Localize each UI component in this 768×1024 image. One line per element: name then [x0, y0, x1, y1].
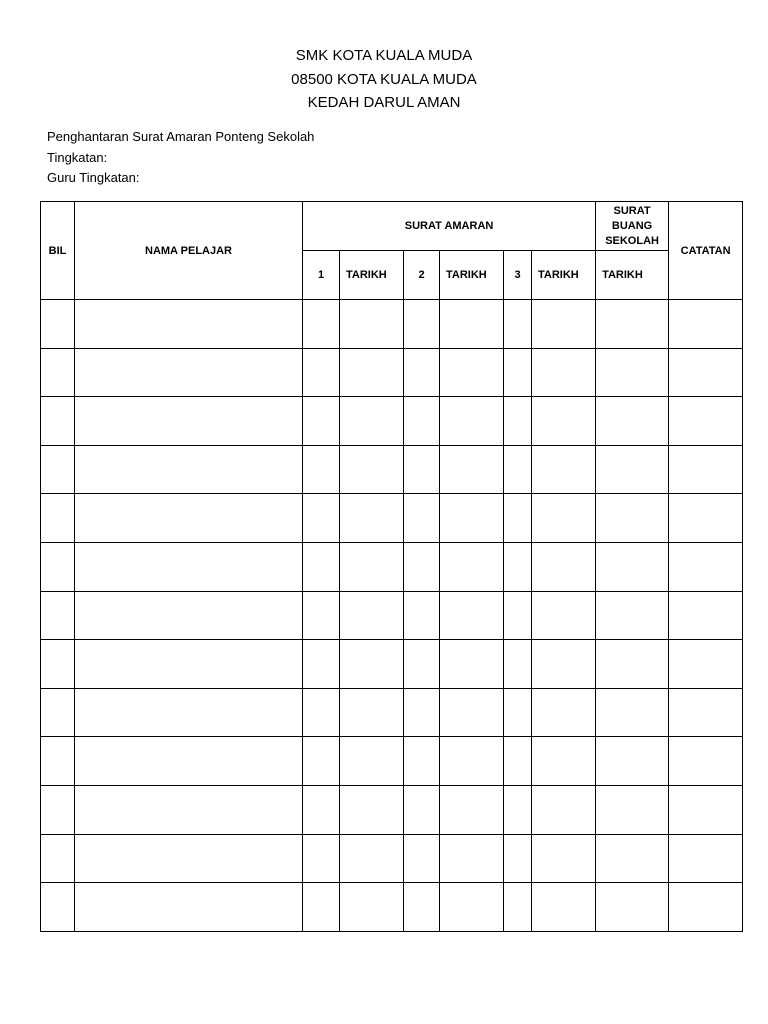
cell-warning-2[interactable] [404, 785, 440, 834]
cell-nama-pelajar[interactable] [75, 883, 303, 932]
cell-warning-3[interactable] [504, 688, 532, 737]
cell-tarikh-2[interactable] [440, 348, 504, 397]
cell-catatan[interactable] [669, 785, 743, 834]
header-buang-word: BUANG [611, 219, 653, 232]
cell-tarikh-3[interactable] [532, 737, 596, 786]
cell-catatan[interactable] [669, 542, 743, 591]
header-bil: BIL [41, 202, 75, 300]
header-surat-word: SURAT [613, 204, 651, 217]
cell-tarikh-buang[interactable] [596, 640, 669, 689]
cell-tarikh-buang[interactable] [596, 785, 669, 834]
cell-nama-pelajar[interactable] [75, 348, 303, 397]
cell-nama-pelajar[interactable] [75, 445, 303, 494]
cell-warning-2[interactable] [404, 348, 440, 397]
cell-nama-pelajar[interactable] [75, 640, 303, 689]
cell-tarikh-2[interactable] [440, 883, 504, 932]
header-surat-amaran: SURAT AMARAN [303, 202, 596, 251]
cell-tarikh-1[interactable] [340, 737, 404, 786]
cell-warning-2[interactable] [404, 300, 440, 349]
table-row [41, 542, 743, 591]
cell-nama-pelajar[interactable] [75, 834, 303, 883]
cell-bil[interactable] [41, 883, 75, 932]
cell-nama-pelajar[interactable] [75, 688, 303, 737]
cell-tarikh-1[interactable] [340, 445, 404, 494]
cell-warning-1[interactable] [303, 445, 340, 494]
school-name: SMK KOTA KUALA MUDA [295, 47, 473, 64]
cell-tarikh-1[interactable] [340, 591, 404, 640]
cell-warning-3[interactable] [504, 883, 532, 932]
cell-nama-pelajar[interactable] [75, 397, 303, 446]
cell-warning-3[interactable] [504, 494, 532, 543]
cell-nama-pelajar[interactable] [75, 494, 303, 543]
header-sekolah-word: SEKOLAH [605, 234, 659, 247]
cell-tarikh-buang[interactable] [596, 397, 669, 446]
cell-tarikh-1[interactable] [340, 348, 404, 397]
cell-tarikh-1[interactable] [340, 300, 404, 349]
cell-tarikh-3[interactable] [532, 640, 596, 689]
header-nama-pelajar: NAMA PELAJAR [75, 202, 303, 300]
cell-tarikh-buang[interactable] [596, 834, 669, 883]
cell-warning-3[interactable] [504, 737, 532, 786]
cell-tarikh-2[interactable] [440, 445, 504, 494]
cell-tarikh-2[interactable] [440, 591, 504, 640]
cell-warning-1[interactable] [303, 737, 340, 786]
cell-tarikh-2[interactable] [440, 397, 504, 446]
cell-warning-3[interactable] [504, 640, 532, 689]
cell-tarikh-3[interactable] [532, 883, 596, 932]
cell-warning-3[interactable] [504, 397, 532, 446]
cell-bil[interactable] [41, 445, 75, 494]
cell-tarikh-3[interactable] [532, 494, 596, 543]
cell-nama-pelajar[interactable] [75, 785, 303, 834]
cell-tarikh-3[interactable] [532, 834, 596, 883]
form-meta [47, 127, 314, 189]
header-catatan: CATATAN [669, 202, 743, 300]
cell-warning-2[interactable] [404, 397, 440, 446]
cell-tarikh-3[interactable] [532, 300, 596, 349]
cell-nama-pelajar[interactable] [75, 542, 303, 591]
cell-bil[interactable] [41, 348, 75, 397]
cell-tarikh-3[interactable] [532, 445, 596, 494]
table-row [41, 688, 743, 737]
cell-tarikh-1[interactable] [340, 640, 404, 689]
cell-warning-2[interactable] [404, 834, 440, 883]
table-row [41, 785, 743, 834]
cell-bil[interactable] [41, 785, 75, 834]
cell-bil[interactable] [41, 300, 75, 349]
cell-warning-1[interactable] [303, 300, 340, 349]
cell-bil[interactable] [41, 494, 75, 543]
cell-tarikh-1[interactable] [340, 785, 404, 834]
cell-bil[interactable] [41, 591, 75, 640]
cell-warning-1[interactable] [303, 688, 340, 737]
cell-tarikh-3[interactable] [532, 348, 596, 397]
cell-warning-1[interactable] [303, 785, 340, 834]
cell-warning-3[interactable] [504, 348, 532, 397]
form-level-label: Tingkatan: [47, 149, 108, 165]
cell-catatan[interactable] [669, 883, 743, 932]
cell-tarikh-1[interactable] [340, 883, 404, 932]
cell-tarikh-buang[interactable] [596, 591, 669, 640]
cell-tarikh-1[interactable] [340, 688, 404, 737]
cell-warning-3[interactable] [504, 785, 532, 834]
table-row [41, 883, 743, 932]
header-surat-buang-sekolah [596, 202, 669, 251]
cell-tarikh-3[interactable] [532, 397, 596, 446]
cell-warning-1[interactable] [303, 883, 340, 932]
header-tarikh-1: TARIKH [340, 251, 404, 300]
cell-warning-1[interactable] [303, 397, 340, 446]
cell-tarikh-2[interactable] [440, 688, 504, 737]
cell-warning-3[interactable] [504, 591, 532, 640]
header-tarikh-2: TARIKH [440, 251, 504, 300]
table-row [41, 300, 743, 349]
cell-tarikh-1[interactable] [340, 542, 404, 591]
cell-tarikh-1[interactable] [340, 397, 404, 446]
cell-catatan[interactable] [669, 640, 743, 689]
cell-tarikh-3[interactable] [532, 542, 596, 591]
table-row [41, 640, 743, 689]
cell-warning-2[interactable] [404, 591, 440, 640]
header-tarikh-3: TARIKH [532, 251, 596, 300]
cell-catatan[interactable] [669, 445, 743, 494]
cell-tarikh-2[interactable] [440, 640, 504, 689]
form-teacher-label: Guru Tingkatan: [47, 170, 140, 185]
cell-tarikh-1[interactable] [340, 834, 404, 883]
header-warning-3: 3 [504, 251, 532, 300]
cell-warning-1[interactable] [303, 640, 340, 689]
document-header [0, 44, 768, 115]
cell-tarikh-3[interactable] [532, 785, 596, 834]
table-row [41, 445, 743, 494]
header-warning-2: 2 [404, 251, 440, 300]
cell-nama-pelajar[interactable] [75, 737, 303, 786]
cell-warning-2[interactable] [404, 883, 440, 932]
cell-warning-1[interactable] [303, 834, 340, 883]
cell-catatan[interactable] [669, 688, 743, 737]
cell-tarikh-1[interactable] [340, 494, 404, 543]
cell-warning-3[interactable] [504, 542, 532, 591]
cell-tarikh-buang[interactable] [596, 494, 669, 543]
cell-tarikh-2[interactable] [440, 834, 504, 883]
cell-warning-1[interactable] [303, 494, 340, 543]
cell-catatan[interactable] [669, 834, 743, 883]
cell-warning-3[interactable] [504, 300, 532, 349]
cell-warning-2[interactable] [404, 737, 440, 786]
cell-tarikh-buang[interactable] [596, 883, 669, 932]
cell-warning-3[interactable] [504, 445, 532, 494]
cell-nama-pelajar[interactable] [75, 591, 303, 640]
cell-bil[interactable] [41, 834, 75, 883]
cell-tarikh-buang[interactable] [596, 348, 669, 397]
cell-warning-2[interactable] [404, 640, 440, 689]
cell-bil[interactable] [41, 640, 75, 689]
cell-bil[interactable] [41, 737, 75, 786]
cell-tarikh-3[interactable] [532, 591, 596, 640]
table-row [41, 737, 743, 786]
header-warning-1: 1 [303, 251, 340, 300]
cell-bil[interactable] [41, 397, 75, 446]
cell-catatan[interactable] [669, 300, 743, 349]
cell-warning-1[interactable] [303, 542, 340, 591]
cell-tarikh-buang[interactable] [596, 445, 669, 494]
school-state: KEDAH DARUL AMAN [307, 94, 461, 111]
table-row [41, 494, 743, 543]
cell-tarikh-2[interactable] [440, 300, 504, 349]
cell-warning-3[interactable] [504, 834, 532, 883]
cell-catatan[interactable] [669, 494, 743, 543]
table-body [41, 300, 743, 932]
cell-catatan[interactable] [669, 397, 743, 446]
table-row [41, 591, 743, 640]
cell-bil[interactable] [41, 688, 75, 737]
cell-tarikh-2[interactable] [440, 785, 504, 834]
table-row [41, 834, 743, 883]
cell-warning-2[interactable] [404, 542, 440, 591]
cell-tarikh-buang[interactable] [596, 737, 669, 786]
school-address: 08500 KOTA KUALA MUDA [291, 70, 477, 88]
cell-catatan[interactable] [669, 348, 743, 397]
cell-tarikh-2[interactable] [440, 494, 504, 543]
cell-tarikh-buang[interactable] [596, 688, 669, 737]
cell-bil[interactable] [41, 542, 75, 591]
cell-warning-2[interactable] [404, 445, 440, 494]
warning-letter-table [40, 201, 743, 932]
cell-tarikh-buang[interactable] [596, 542, 669, 591]
cell-warning-2[interactable] [404, 688, 440, 737]
table-row [41, 397, 743, 446]
cell-nama-pelajar[interactable] [75, 300, 303, 349]
cell-catatan[interactable] [669, 591, 743, 640]
cell-warning-1[interactable] [303, 591, 340, 640]
cell-tarikh-2[interactable] [440, 542, 504, 591]
cell-warning-2[interactable] [404, 494, 440, 543]
cell-tarikh-2[interactable] [440, 737, 504, 786]
form-subject: Penghantaran Surat Amaran Ponteng Sekolah [47, 129, 315, 144]
table-row [41, 348, 743, 397]
header-tarikh-buang: TARIKH [596, 251, 669, 300]
cell-tarikh-buang[interactable] [596, 300, 669, 349]
cell-catatan[interactable] [669, 737, 743, 786]
cell-warning-1[interactable] [303, 348, 340, 397]
cell-tarikh-3[interactable] [532, 688, 596, 737]
